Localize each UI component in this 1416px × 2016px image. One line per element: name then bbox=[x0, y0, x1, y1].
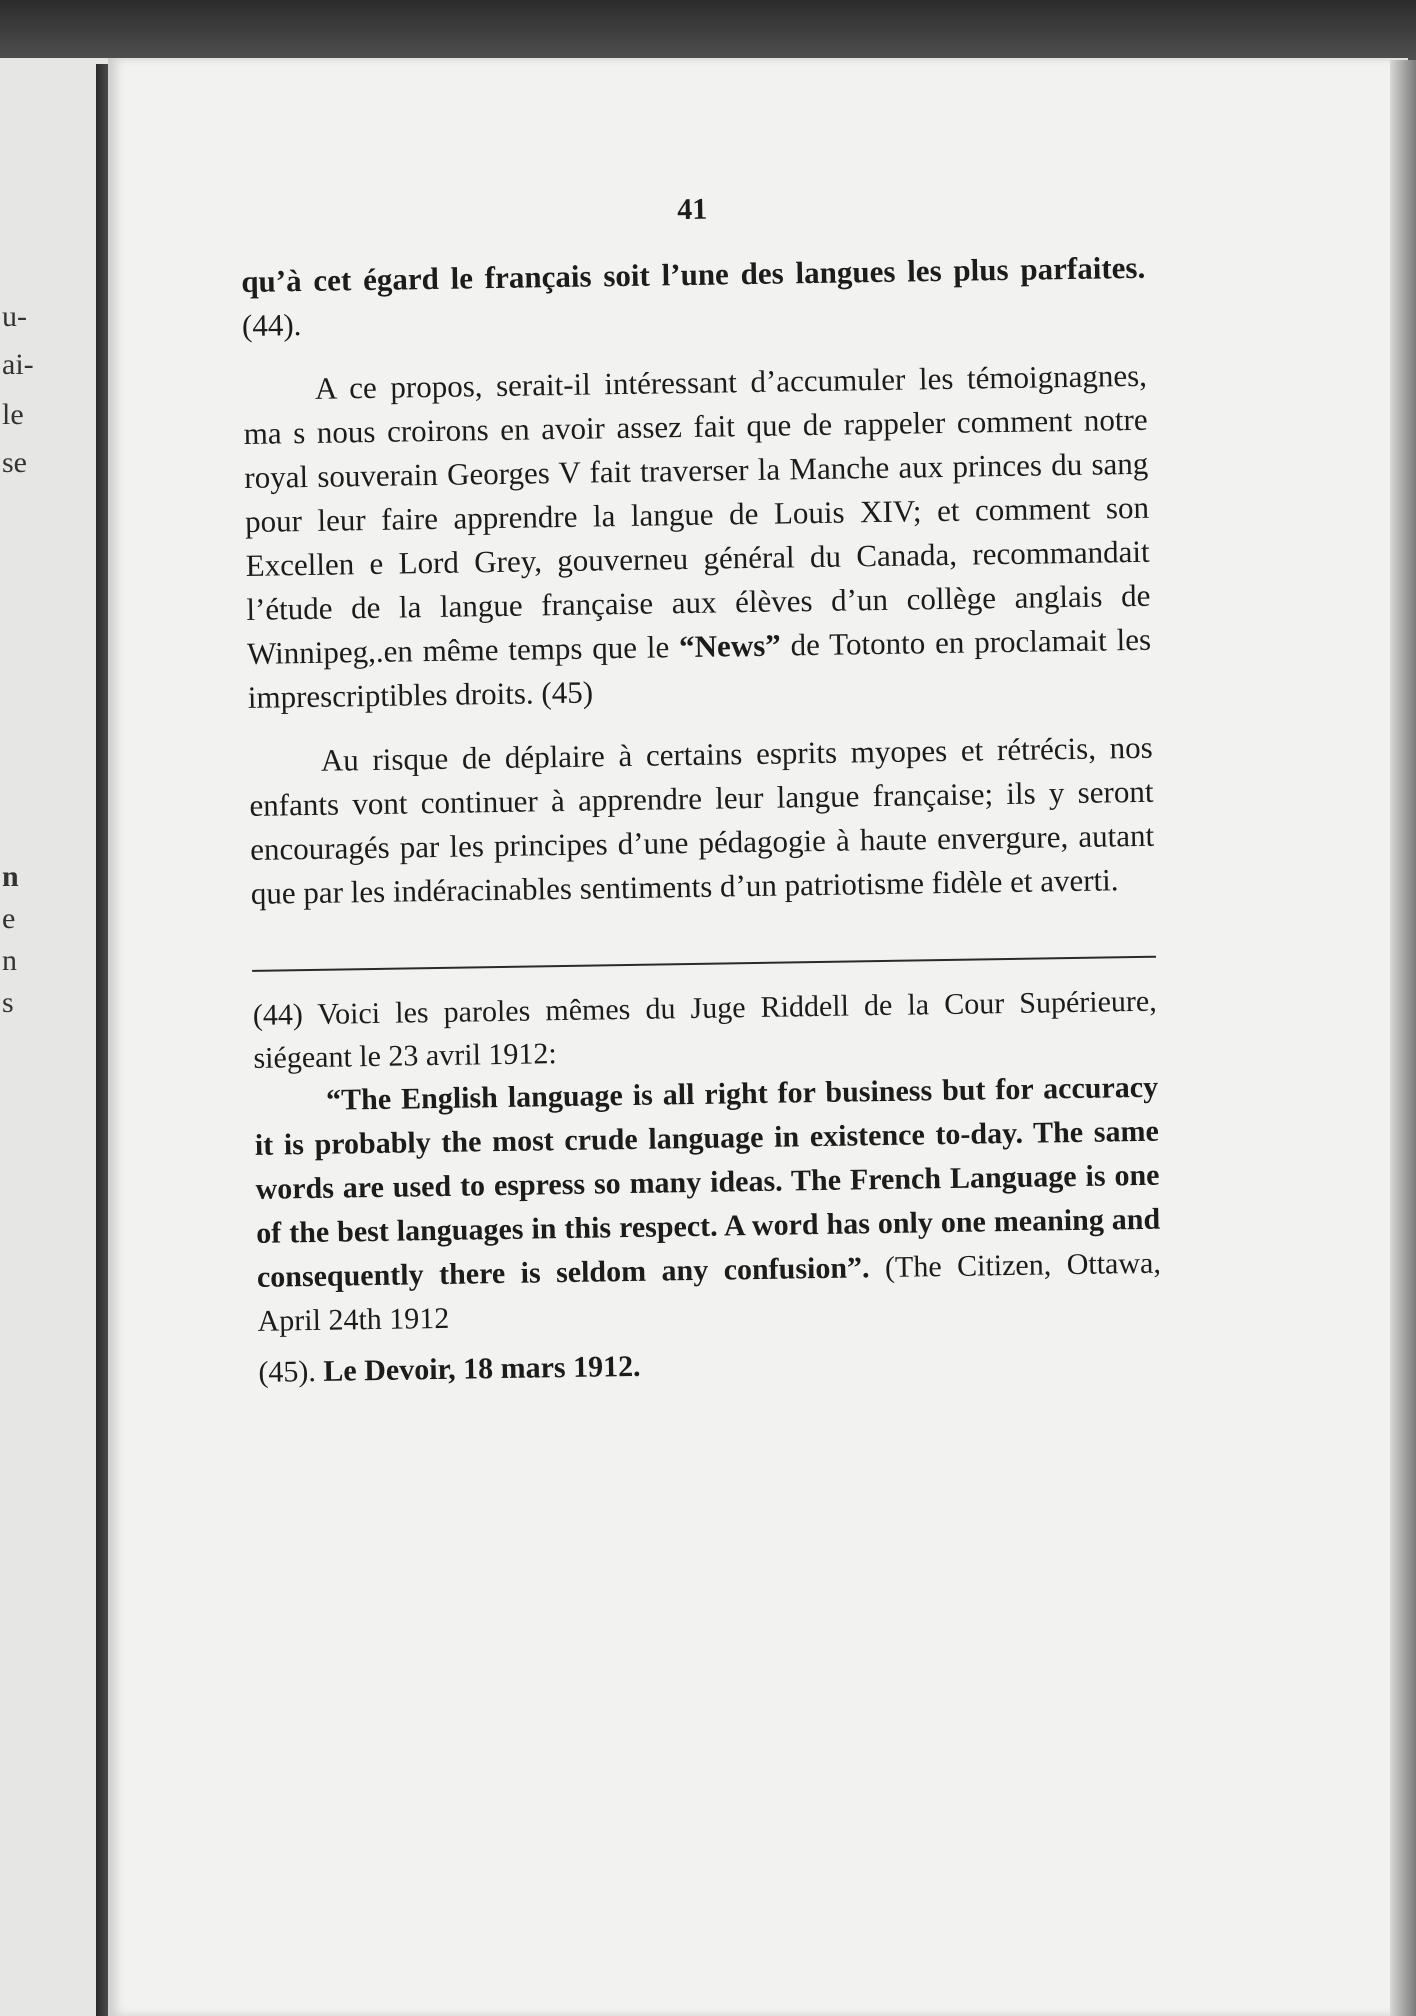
facing-page-fragment: u- bbox=[2, 300, 27, 333]
page-number: 41 bbox=[676, 192, 708, 227]
paragraph-3: Au risque de déplaire à certains esprits myopes et rétrécis, nos enfants vont continuer à apprendre leur langue française; ils y seront encouragés par les principes d’une pédagogie à haute envergure, autant que par les indéracinables sentiments d’un patriotisme fidèle et averti. bbox=[249, 729, 1155, 911]
footnote-44-intro: (44) Voici les paroles mêmes du Juge Riddell de la Cour Supérieure, siégeant le 23 avril 1912: bbox=[252, 984, 1157, 1075]
paragraph-2 bbox=[243, 354, 1152, 720]
paragraph-1 bbox=[241, 246, 1146, 348]
footnote-45-label: (45). bbox=[258, 1354, 317, 1389]
footnote-44-quote-text: “The English language is all right for business but for accuracy it is probably the most crude language in existence to-day. The same words are used to espress so many ideas. The French Language is one of the best languages in this respect. A word has only one meaning and consequently there is seldom any confusion”. bbox=[254, 1070, 1161, 1294]
paragraph-2-text: A ce propos, serait-il intéressant d’accumuler les témoignagnes, ma s nous croirons en avoir assez fait que de rappeler comment notre royal souverain Georges V fait traverser la Manche aux princes du sang pour leur faire apprendre la langue de Louis XIV; et comment son Excellen e Lord Grey, gouverneu général du Canada, recommandait l’étude de la langue française aux élèves d’un collège anglais de Winnipeg,.en même temps que le bbox=[243, 357, 1151, 671]
footnote-ref-44: (44). bbox=[241, 307, 302, 343]
facing-page-fragment: se bbox=[2, 446, 27, 479]
footnote-divider bbox=[252, 956, 1156, 972]
footnote-44-citation: (The Citizen, Ottawa, April 24th 1912 bbox=[257, 1246, 1162, 1338]
book-gutter bbox=[96, 64, 108, 2016]
facing-page-fragment: n bbox=[2, 860, 19, 893]
facing-page-fragment: ai- bbox=[2, 348, 34, 381]
facing-page-fragment: le bbox=[2, 398, 24, 431]
page-content bbox=[240, 186, 1163, 1396]
paragraph-1-bold-text: qu’à cet égard le français soit l’une des langues les plus parfaites. bbox=[241, 249, 1146, 299]
footnote-45-text: Le Devoir, 18 mars 1912. bbox=[315, 1349, 641, 1388]
page-right-edge bbox=[1390, 60, 1416, 2016]
facing-page-fragment: e bbox=[2, 902, 16, 935]
news-title: “News” bbox=[678, 627, 782, 665]
facing-page-fragment: n bbox=[2, 944, 17, 977]
paragraph-2-end: de Totonto en proclamait les imprescriptibles droits. (45) bbox=[247, 621, 1152, 715]
footnote-44-quote bbox=[254, 1066, 1162, 1344]
facing-page-fragment: s bbox=[2, 986, 14, 1019]
